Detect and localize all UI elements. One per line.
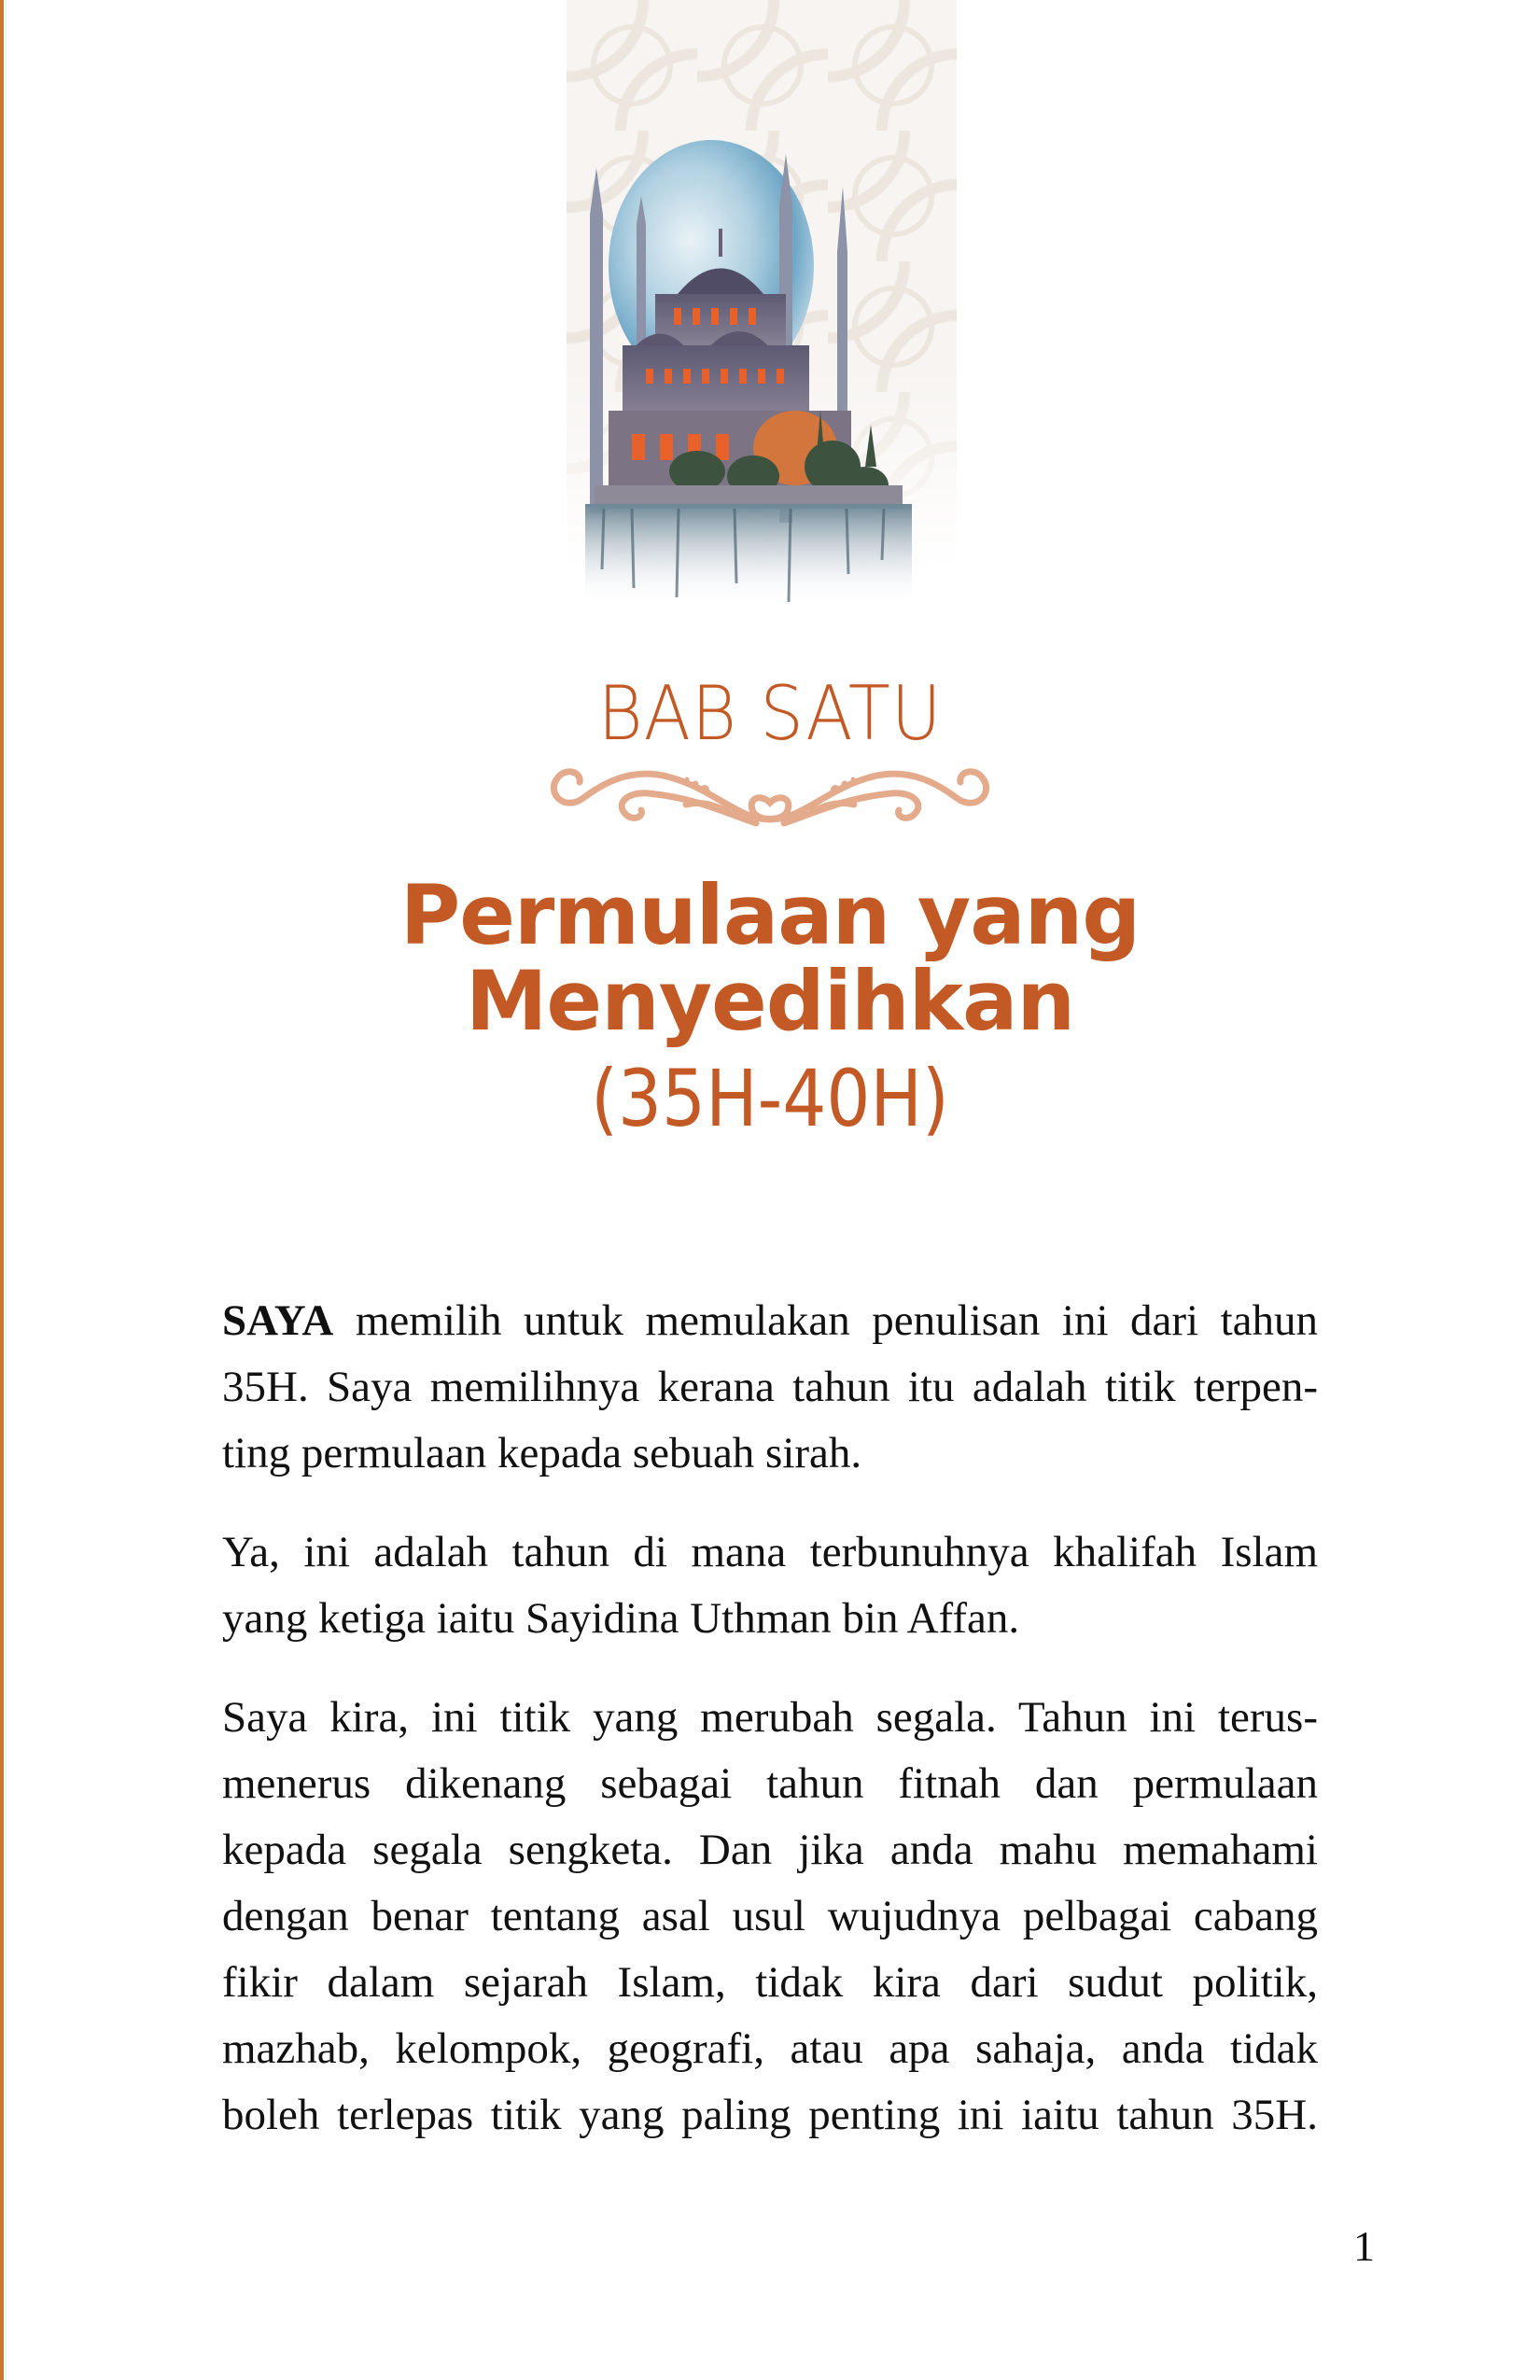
body-text xyxy=(222,1288,1318,2181)
paragraph-line: boleh terlepas titik yang paling penting ini iaitu tahun 35H. xyxy=(222,2091,1318,2139)
chapter-year-range: (35H-40H) xyxy=(591,1053,949,1144)
line-text: memilih untuk memulakan penulisan ini dari tahun xyxy=(333,1296,1318,1345)
chapter-title-line-1: Permulaan yang xyxy=(399,867,1141,963)
paragraph-line: 35H. Saya memilihnya kerana tahun itu adalah titik terpen- xyxy=(222,1363,1318,1411)
chapter-title xyxy=(0,867,1540,1049)
paragraph-3 xyxy=(222,1685,1318,2149)
paragraph-line: yang ketiga iaitu Sayidina Uthman bin Affan. xyxy=(222,1594,1020,1643)
chapter-label: BAB SATU xyxy=(597,670,943,757)
chapter-title-line-2: Menyedihkan xyxy=(465,953,1075,1049)
paragraph-line: dengan benar tentang asal usul wujudnya pelbagai cabang xyxy=(222,1892,1318,1940)
paragraph-line: mazhab, kelompok, geografi, atau apa sahaja, anda tidak xyxy=(222,2024,1318,2073)
paragraph-line: kepada segala sengketa. Dan jika anda mahu memahami xyxy=(222,1826,1318,1874)
page-edge-rule-inner xyxy=(6,0,7,2380)
flourish-ornament-icon xyxy=(537,747,1003,840)
paragraph-line xyxy=(222,1288,1318,1354)
paragraph-2 xyxy=(222,1519,1318,1652)
mosque-illustration xyxy=(567,0,957,607)
paragraph-line: Ya, ini adalah tahun di mana terbunuhnya khalifah Islam xyxy=(222,1528,1318,1576)
paragraph-line: fikir dalam sejarah Islam, tidak kira dari sudut politik, xyxy=(222,1958,1318,2007)
page-number: 1 xyxy=(1353,2222,1375,2270)
lead-word: SAYA xyxy=(222,1296,334,1345)
paragraph-1 xyxy=(222,1288,1318,1487)
paragraph-line: menerus dikenang sebagai tahun fitnah dan permulaan xyxy=(222,1759,1318,1808)
paragraph-line: ting permulaan kepada sebuah sirah. xyxy=(222,1429,862,1477)
chapter-illustration xyxy=(567,0,957,607)
page-edge-rule xyxy=(0,0,4,2380)
paragraph-line: Saya kira, ini titik yang merubah segala. Tahun ini terus- xyxy=(222,1693,1318,1742)
